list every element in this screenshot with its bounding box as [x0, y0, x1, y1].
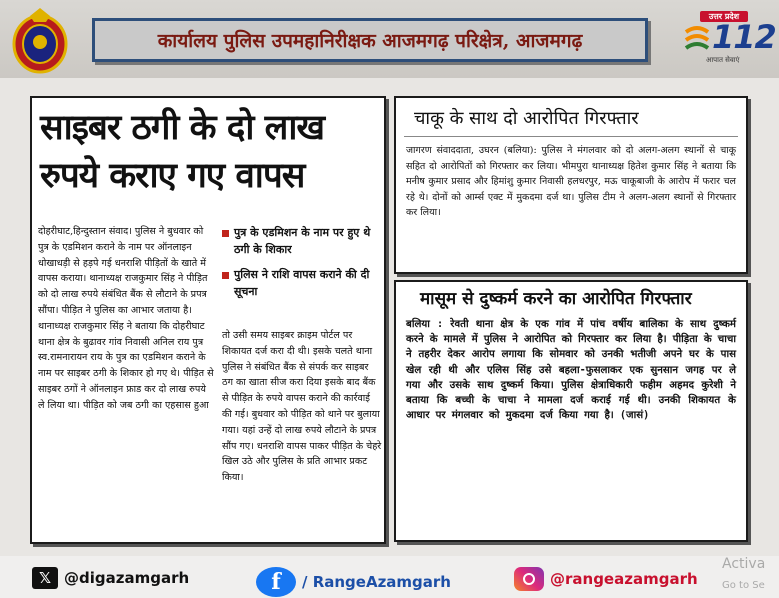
emergency-wave-icon: [682, 22, 712, 56]
headline-line-2: रुपये कराए गए वापस: [40, 156, 305, 196]
instagram-handle: @rangeazamgarh: [550, 570, 698, 588]
bullet-icon: [222, 230, 229, 237]
facebook-handle-link[interactable]: [256, 567, 451, 597]
cyber-fraud-article: [30, 96, 386, 544]
office-title-box: [92, 18, 648, 62]
social-footer: [0, 556, 779, 598]
article-body: जागरण संवाददाता, उघरन (बलिया): पुलिस ने मंगलवार को दो अलग-अलग स्थानों से चाकू सहित दो आरोपितों को गिरफ्तार कर लिया। भीमपुरा थानाध्यक्ष हितेश कुमार सिंह ने बताया कि मनीष कुमार प्रसाद और हिमांशु कुमार निवासी हलधरपुर, मऊ चाकूबाजी के आरोप में फरार चल रहे थे। दोनों को आर्म्स एक्ट में मुकदमा दर्ज था। पुलिस टीम ने अलग-अलग स्थानों से गिरफ्तार कर लिया।: [406, 145, 736, 219]
article-body: [38, 224, 382, 538]
article-headline: [32, 98, 384, 200]
article-callout: [222, 224, 380, 320]
knife-arrest-article: [394, 96, 748, 274]
office-title: कार्यालय पुलिस उपमहानिरीक्षक आजमगढ़ परिक्षेत्र, आजमगढ़: [157, 30, 583, 52]
callout-text: पुत्र के एडमिशन के नाम पर हुए थे ठगी के शिकार: [234, 226, 371, 256]
up-police-emblem-icon: [10, 8, 70, 74]
callout-text: पुलिस ने राशि वापस कराने की दी सूचना: [234, 268, 370, 298]
article-column-2: तो उसी समय साइबर क्राइम पोर्टल पर शिकायत दर्ज करा दी थी। इसके चलते थाना पुलिस ने संबंधित बैंक से संपर्क कर साइबर ठग का खाता सीज करा दिया इसके बाद बैंक से पीड़ित के रुपये वापस कराने की कार्रवाई की गई। बुधवार को पीड़ित को थाने पर बुलाया गया। यहां उन्हें दो लाख रुपये लौटाने के प्रपत्र सौंप गए। धनराशि वापस पाकर पीड़ित के चेहरे खिल उठे और पुलिस के प्रति आभार प्रकट किया।: [222, 330, 382, 484]
article-title: चाकू के साथ दो आरोपित गिरफ्तार: [404, 98, 738, 137]
callout-item: [222, 266, 380, 300]
headline-line-1: साइबर ठगी के दो लाख: [40, 108, 325, 148]
x-logo-icon: 𝕏: [32, 567, 58, 589]
callout-item: [222, 224, 380, 258]
windows-activation-watermark-sub: Go to Se: [722, 580, 765, 591]
instagram-logo-icon: [514, 567, 544, 591]
article-column-1: दोहरीघाट,हिन्दुस्तान संवाद। पुलिस ने बुधवार को पुत्र के एडमिशन कराने के नाम पर ऑनलाइन धोखाधड़ी से हड़पे गई धनराशि पीड़ितों के खाते में वापस कराया। थानाध्यक्ष राजकुमार सिंह ने पीड़ित को दो लाख रुपये संबंधित बैंक से लौटाने के प्रपत्र सौंपा। पीड़ित ने पुलिस का आभार जताया है। थानाध्यक्ष राजकुमार सिंह ने बताया कि दोहरीघाट थाना क्षेत्र के बुढावर गांव निवासी अनिल राय पुत्र स्व.रामनारायन राय के पुत्र का एडमिशन कराने के नाम पर साइबर ठगी के शिकार हो गए थे। पीड़ित से साइबर ठगों ने ऑनलाइन फ्राड कर दो लाख रुपये ले लिया था। पीड़ित को जब ठगी का एहसास हुआ: [38, 226, 214, 411]
windows-activation-watermark: Activa: [722, 556, 766, 572]
instagram-handle-link[interactable]: [514, 567, 698, 591]
x-handle: @digazamgarh: [64, 569, 190, 587]
bullet-icon: [222, 272, 229, 279]
assault-arrest-article: [394, 280, 748, 542]
facebook-handle: / RangeAzamgarh: [302, 573, 451, 591]
x-handle-link[interactable]: [32, 567, 189, 589]
logo-sub-label: आपात सेवाएं: [706, 56, 740, 64]
article-body: बलिया : रेवती थाना क्षेत्र के एक गांव में पांच वर्षीय बालिका के साथ दुष्कर्म करने के मामले में पुलिस ने आरोपित को गिरफ्तार कर लिया है। पीड़िता के चाचा ने तहरीर देकर आरोप लगाया कि सोमवार को उनकी भतीजी अपने घर के पास खेल रही थी और एलिस सिंह उसे बहला-फुसलाकर एक सुनसान जगह पर ले गया और उसके साथ दुष्कर्म किया। पुलिस क्षेत्राधिकारी फहीम अहमद कुरेशी ने बताया कि बच्ची के चाचा ने मामला दर्ज कराई गई थी। उनकी शिकायत के आधार पर मंगलवार को मुकदमा दर्ज किया गया है। (जासं): [406, 319, 736, 422]
facebook-logo-icon: f: [256, 567, 296, 597]
logo-state-label: उत्तर प्रदेश: [700, 11, 748, 22]
logo-112-number: 112: [712, 18, 776, 56]
article-title: मासूम से दुष्कर्म करने का आरोपित गिरफ्तार: [420, 289, 692, 309]
